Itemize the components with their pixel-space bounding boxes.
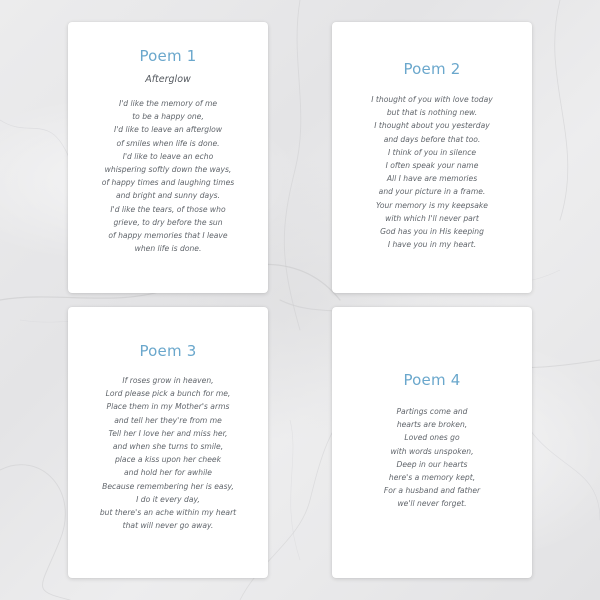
poem-line: I often speak your name — [385, 161, 479, 171]
poem-line: God has you in His keeping — [380, 227, 484, 237]
poem-line: Deep in our hearts — [396, 459, 468, 469]
poem-card-3 — [68, 307, 268, 578]
poem-line: and when she turns to smile, — [112, 442, 224, 452]
poem-line: Partings come and — [396, 407, 468, 416]
poem-line: and days before that too. — [383, 134, 481, 144]
poem-line: with words unspoken, — [390, 446, 474, 456]
poem-line: All I have are memories — [386, 174, 478, 184]
poem-body — [332, 405, 532, 511]
poem-title: Poem 3 — [139, 342, 197, 360]
poem-body — [68, 97, 268, 255]
poem-line: I'd like the memory of me — [118, 99, 218, 108]
poem-line: For a husband and father — [383, 486, 481, 496]
poem-line: Lord please pick a bunch for me, — [105, 389, 231, 399]
poem-line: Your memory is my keepsake — [376, 200, 488, 210]
poem-title: Poem 4 — [403, 371, 461, 389]
poem-line: but that is nothing new. — [386, 108, 478, 118]
poem-title: Poem 1 — [139, 47, 197, 65]
poem-line: place a kiss upon her cheek — [114, 455, 221, 465]
poem-line: I'd like to leave an echo — [122, 151, 214, 161]
poem-card-1 — [68, 22, 268, 293]
poem-body — [68, 374, 268, 532]
poem-line: we'll never forget. — [397, 499, 467, 509]
poem-line: I think of you in silence — [387, 147, 477, 157]
poem-line: Place them in my Mother's arms — [106, 402, 230, 412]
poem-line: Loved ones go — [404, 433, 460, 443]
poem-card-2 — [332, 22, 532, 293]
poem-line: I'd like the tears, of those who — [110, 204, 226, 214]
poem-line: and tell her they're from me — [114, 415, 222, 425]
poem-line: here's a memory kept, — [388, 473, 476, 483]
poem-line: of smiles when life is done. — [116, 138, 220, 148]
poem-line: when life is done. — [134, 244, 202, 254]
poem-card-4 — [332, 307, 532, 578]
poem-line: If roses grow in heaven, — [122, 376, 214, 385]
poem-body — [332, 93, 532, 251]
poem-title: Poem 2 — [403, 60, 461, 78]
poem-line: I do it every day, — [136, 494, 200, 504]
poem-line: grieve, to dry before the sun — [113, 217, 223, 227]
poem-line: I'd like to leave an afterglow — [113, 125, 223, 135]
poem-line: of happy times and laughing times — [101, 178, 235, 188]
poem-line: that will never go away. — [122, 521, 214, 531]
poem-line: Because remembering her is easy, — [102, 481, 234, 491]
poem-line: of happy memories that I leave — [108, 231, 228, 241]
poem-line: and bright and sunny days. — [115, 191, 221, 201]
poem-line: hearts are broken, — [396, 420, 468, 430]
poem-line: to be a happy one, — [132, 112, 204, 122]
poem-line: I thought about you yesterday — [374, 121, 490, 131]
poem-line: I thought of you with love today — [371, 95, 493, 104]
poem-line: I have you in my heart. — [387, 240, 477, 250]
poem-line: whispering softly down the ways, — [104, 165, 232, 175]
poem-line: but there's an ache within my heart — [99, 508, 237, 518]
poem-line: Tell her I love her and miss her, — [108, 428, 228, 438]
poem-line: and hold her for awhile — [124, 468, 212, 478]
poem-line: with which I'll never part — [385, 213, 479, 223]
poem-line: and your picture in a frame. — [378, 187, 486, 197]
poem-subtitle: Afterglow — [145, 74, 191, 85]
